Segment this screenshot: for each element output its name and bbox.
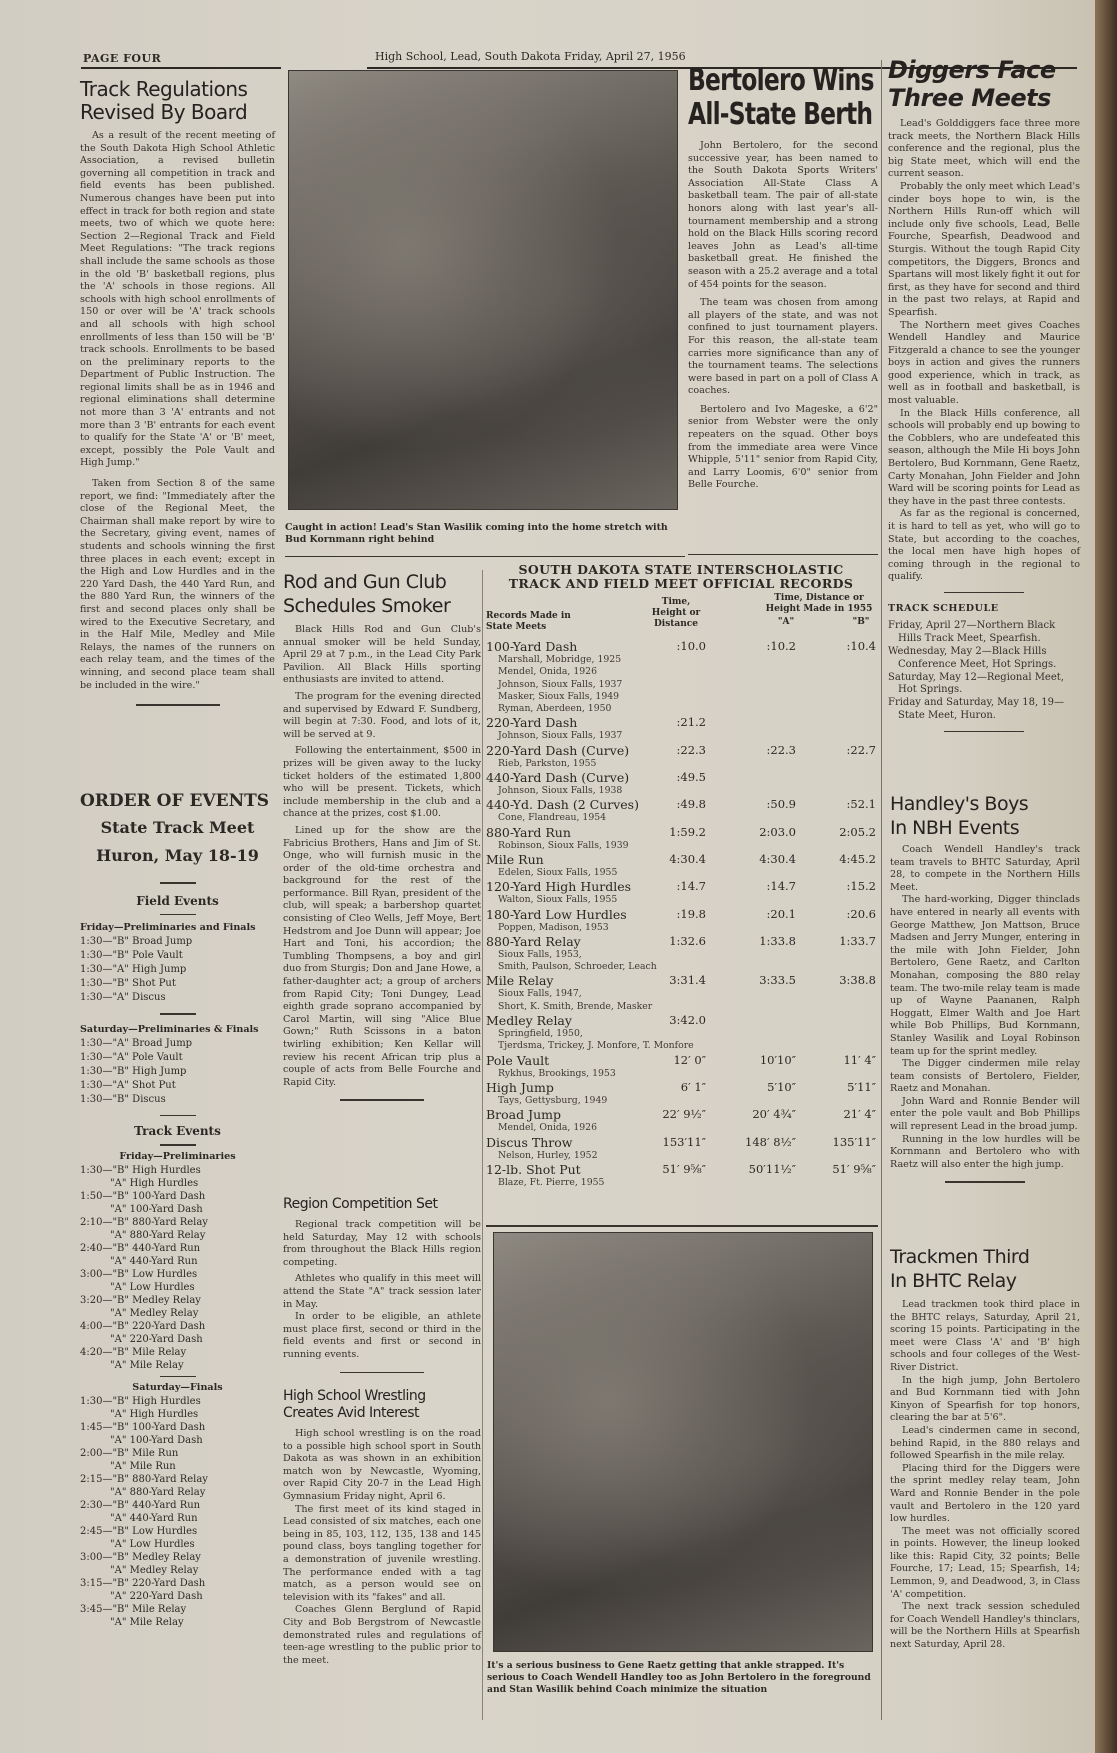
column-rule xyxy=(482,570,483,1720)
records-title xyxy=(486,563,876,591)
article-region xyxy=(283,1195,481,1373)
col-event-header xyxy=(486,611,571,633)
record-value: :21.2 xyxy=(676,715,706,730)
schedule-item: 1:30—"B" Discus xyxy=(80,1093,166,1105)
record-1955-a: :14.7 xyxy=(766,879,796,894)
record-row xyxy=(486,825,876,840)
record-1955-b: 5′11″ xyxy=(847,1079,876,1094)
record-holder: Masker, Sioux Falls, 1949 xyxy=(498,690,620,702)
schedule-entry: Friday, April 27—Northern Black Hills Track Meet, Spearfish. xyxy=(888,620,1056,645)
record-value: 22′ 9½″ xyxy=(662,1107,706,1122)
schedule-item: 4:20—"B" Mile Relay xyxy=(80,1346,187,1358)
record-1955-a: 5′10″ xyxy=(767,1079,796,1094)
record-1955-a: 3:33.5 xyxy=(759,973,796,988)
folio-rule xyxy=(81,67,281,69)
record-row xyxy=(486,639,876,654)
headline: Region Competition Set xyxy=(283,1196,438,1212)
divider xyxy=(160,1115,196,1117)
records-table xyxy=(486,563,876,1189)
record-event: Mile Run xyxy=(486,851,544,867)
schedule-item: 1:45—"B" 100-Yard Dash xyxy=(80,1422,206,1433)
divider xyxy=(340,1099,424,1101)
record-holder: Sioux Falls, 1953, xyxy=(498,948,582,960)
record-event: 440-Yard Dash (Curve) xyxy=(486,770,630,786)
record-row xyxy=(486,1107,876,1122)
record-1955-b: :15.2 xyxy=(846,879,876,894)
col-a-header: "A" xyxy=(777,617,795,627)
dateline: High School, Lead, South Dakota Friday, April 27, 1956 xyxy=(375,50,686,63)
schedule-item: 1:30—"B" Pole Vault xyxy=(80,950,183,961)
article-body xyxy=(688,140,878,492)
schedule-item: 2:10—"B" 880-Yard Relay xyxy=(80,1216,208,1228)
paragraph: Taken from Section 8 of the same report, we find: "Immediately after the close of the Regional Meet, the Chairman shall make report by wire to the Secretary, giving event, names of students and schools winning the first three places in each event; except in the High and Low Hurdles and in the 220 Yard Dash, the 440 Yard Run, and the 880 Yard Run, the winners of the first and second places only shall be wired to the Executive Secretary, and in the Half Mile, Medley and Mile Relays, the names of the runners on each relay team, and the times of the winning, and second place team shall be included in the wire." xyxy=(80,478,275,691)
header-line: Time, xyxy=(661,597,691,607)
headline-line: Diggers Face xyxy=(888,56,1056,84)
record-event: High Jump xyxy=(486,1079,554,1095)
schedule-item: 3:00—"B" Medley Relay xyxy=(80,1552,201,1563)
header-line: Distance xyxy=(653,619,699,629)
photo-caption: Caught in action! Lead's Stan Wasilik coming into the home stretch with Bud Kornmann right behind xyxy=(285,522,668,545)
article-body xyxy=(890,1299,1080,1652)
schedule-day-label: Saturday—Preliminaries & Finals xyxy=(80,1023,259,1035)
record-1955-a: 10′10″ xyxy=(759,1052,796,1067)
record-1955-b: :20.6 xyxy=(846,906,876,921)
article-body xyxy=(888,118,1080,584)
paragraph: Athletes who qualify in this meet will attend the State "A" track session later in May. xyxy=(283,1273,481,1310)
record-event: 440-Yd. Dash (2 Curves) xyxy=(486,797,639,813)
schedule-item: 3:45—"B" Mile Relay xyxy=(80,1604,187,1615)
schedule-item: 1:30—"A" Shot Put xyxy=(80,1079,176,1091)
schedule-item: 1:30—"A" Broad Jump xyxy=(80,1037,193,1049)
record-event: 180-Yard Low Hurdles xyxy=(486,906,627,922)
schedule-entry: Friday and Saturday, May 18, 19—State Meet, Huron. xyxy=(888,697,1065,722)
column-rule xyxy=(881,60,882,1720)
record-1955-b: 3:38.8 xyxy=(839,973,876,988)
schedule-item: 1:50—"B" 100-Yard Dash xyxy=(80,1190,206,1202)
schedule-item: 2:40—"B" 440-Yard Run xyxy=(80,1242,201,1254)
headline-line: In BHTC Relay xyxy=(890,1270,1017,1292)
field-events-heading: Field Events xyxy=(136,893,219,908)
paragraph: Following the entertainment, $500 in prizes will be given away to the lucky ticket holders of the estimated 1,800 who will be present. Tickets, which include membership in the club and a chance at the prizes, cost $1.00. xyxy=(283,745,481,820)
record-1955-a: 4:30.4 xyxy=(759,851,796,866)
track-schedule-list xyxy=(888,620,1080,722)
record-event: 12-lb. Shot Put xyxy=(486,1161,581,1177)
track-schedule-title: TRACK SCHEDULE xyxy=(888,603,999,615)
records-title-line: SOUTH DAKOTA STATE INTERSCHOLASTIC xyxy=(518,562,844,577)
article-rod-gun xyxy=(283,570,481,1101)
records-body xyxy=(486,639,876,1189)
headline xyxy=(688,64,879,132)
divider xyxy=(136,704,220,706)
record-value: 12′ 0″ xyxy=(673,1052,706,1067)
record-row xyxy=(486,879,876,894)
record-holder: Mendel, Onida, 1926 xyxy=(498,1122,597,1134)
divider xyxy=(944,592,1024,594)
headline-line: High School Wrestling xyxy=(283,1388,426,1404)
record-holder: Walton, Sioux Falls, 1955 xyxy=(498,894,618,906)
col-1955-header xyxy=(754,593,884,615)
article-track-regulations xyxy=(80,78,275,706)
paragraph: Bertolero and Ivo Mageske, a 6'2" senior from Webster were the only repeaters on the squad. Other boys from the immediate area were Vince Whipple, 5'11" senior from Rapid City, and Larry Loomis, 6'0" senior from Belle Fourche. xyxy=(688,403,878,491)
header-line: Records Made in xyxy=(486,611,571,621)
schedule-item: 1:30—"A" Pole Vault xyxy=(80,1051,183,1063)
record-1955-b: 11′ 4″ xyxy=(843,1052,876,1067)
paragraph: In the high jump, John Bertolero and Bud Kornmann tied with John Kinyon of Spearfish for top honors, clearing the bar at 5'6". xyxy=(890,1374,1080,1424)
paragraph: The Northern meet gives Coaches Wendell Handley and Maurice Fitzgerald a chance to see the younger boys in action and gives the runners good experience, which in track, as well as in football and basketball, is most valuable. xyxy=(888,319,1080,407)
schedule-item: "A" Medley Relay xyxy=(110,1565,199,1576)
record-event: 120-Yard High Hurdles xyxy=(486,879,632,895)
schedule-item: "A" 100-Yard Dash xyxy=(110,1435,203,1446)
record-1955-b: :22.7 xyxy=(846,742,876,757)
schedule-item: "A" Mile Run xyxy=(110,1461,176,1472)
paragraph: Lined up for the show are the Fabricius Brothers, Hans and Jim of St. Onge, who will furnish music in the order of the old-time orchestra and background for the rest of the performance. Bill Ryan, president of the club, will speak; a barbershop quartet consisting of Cleo Wells, Jeff Moye, Bert Hedstrom and Joe Dunn will appear; Joe Hart and Toni, his accordion; the Tumbling Thompsens, a boy and girl duo from Sturgis; Don and Jane Howe, a father-daughter act; a group of archers from Rapid City; Toni Dungey, Lead eighth grade soprano accompanied by Carol Martin, will sing "Alice Blue Gown;" Ruth Scissons in a baton twirling exhibition; Ken Kellar will review his recent African trip plus a couple of acts from Belle Fourche and Rapid City. xyxy=(283,824,481,1088)
schedule-item: "A" High Hurdles xyxy=(110,1409,199,1420)
paragraph: Probably the only meet which Lead's cinder boys hope to win, is the Northern Hills Run-off which will include only five schools, Lead, Belle Fourche, Spearfish, Deadwood and Sturgis. Without the tough Rapid City competitors, the Diggers, Broncs and Spartans will most likely fight it out for first, as they have for second and third in the past two relays, at Rapid and Spearfish. xyxy=(888,180,1080,318)
record-1955-a: 1:33.8 xyxy=(759,933,796,948)
record-event: Medley Relay xyxy=(486,1013,572,1029)
headline xyxy=(890,1245,1080,1293)
record-row xyxy=(486,1135,876,1150)
record-row xyxy=(486,1053,876,1068)
schedule-item: "A" 880-Yard Relay xyxy=(110,1229,206,1241)
paragraph: The team was chosen from among all players of the state, and was not confined to just tournament players. For this reason, the all-state team carries more significance than any of the tournament teams. The selections were based in part on a poll of Class A coaches. xyxy=(688,297,878,397)
record-event: 220-Yard Dash xyxy=(486,715,578,731)
schedule-day-label: Saturday—Finals xyxy=(132,1382,223,1393)
photo-caption: It's a serious business to Gene Raetz getting that ankle strapped. It's serious to Coach Wendell Handley too as John Bertolero in the foreground and Stan Wasilik behind Coach minimize the situation xyxy=(487,1660,871,1695)
record-holder: Smith, Paulson, Schroeder, Leach xyxy=(498,961,657,973)
schedule-item: 4:00—"B" 220-Yard Dash xyxy=(80,1320,206,1332)
schedule-item: "A" 220-Yard Dash xyxy=(110,1333,203,1345)
headline-line: Handley's Boys xyxy=(890,793,1029,815)
divider xyxy=(486,1225,878,1227)
header-line: Height Made in 1955 xyxy=(765,604,873,614)
record-row xyxy=(486,797,876,812)
schedule-item: "A" Low Hurdles xyxy=(110,1539,195,1550)
divider xyxy=(160,1376,196,1378)
headline-line: Track Regulations xyxy=(80,77,248,101)
headline-line: Schedules Smoker xyxy=(283,595,451,617)
record-holder: Robinson, Sioux Falls, 1939 xyxy=(498,839,629,851)
schedule-item: 1:30—"B" Shot Put xyxy=(80,978,176,989)
page-binding-gutter xyxy=(1095,0,1117,1753)
schedule-item: 2:00—"B" Mile Run xyxy=(80,1448,179,1459)
record-row xyxy=(486,1162,876,1177)
record-holder: Tjerdsma, Trickey, J. Monfore, T. Monfore xyxy=(498,1040,694,1052)
col-b-header: "B" xyxy=(852,617,870,627)
record-1955-b: 4:45.2 xyxy=(839,851,876,866)
record-1955-a: :50.9 xyxy=(766,797,796,812)
headline-line: Three Meets xyxy=(888,84,1051,112)
record-holder: Johnson, Sioux Falls, 1937 xyxy=(498,730,623,742)
record-holder: Edelen, Sioux Falls, 1955 xyxy=(498,866,618,878)
schedule-item: "A" 440-Yard Run xyxy=(110,1255,198,1267)
record-event: Broad Jump xyxy=(486,1107,562,1123)
schedule-item: 1:30—"A" Discus xyxy=(80,992,166,1003)
record-holder: Johnson, Sioux Falls, 1937 xyxy=(498,678,623,690)
schedule-item: 1:30—"B" High Jump xyxy=(80,1065,187,1077)
record-1955-a: 2:03.0 xyxy=(759,824,796,839)
divider xyxy=(160,1013,196,1015)
schedule-day-label: Friday—Preliminaries xyxy=(119,1150,236,1162)
track-events-heading: Track Events xyxy=(134,1124,221,1138)
record-1955-a: 148′ 8½″ xyxy=(745,1134,796,1149)
schedule-item: "A" Mile Relay xyxy=(110,1359,184,1371)
record-value: 6′ 1″ xyxy=(680,1079,706,1094)
paragraph: As far as the regional is concerned, it is hard to tell as yet, who will go to State, but according to the coaches, the local men have high hopes of coming through in the regional to qualify. xyxy=(888,508,1080,583)
record-holder: Mendel, Onida, 1926 xyxy=(498,666,597,678)
divider xyxy=(945,1181,1025,1183)
record-row xyxy=(486,1013,876,1028)
record-value: 153′11″ xyxy=(662,1134,706,1149)
headline-line: Trackmen Third xyxy=(890,1246,1030,1268)
record-1955-b: 51′ 9⅝″ xyxy=(832,1161,876,1176)
schedule-item: 2:30—"B" 440-Yard Run xyxy=(80,1500,201,1511)
photo-ankle-strapping xyxy=(493,1232,873,1652)
record-1955-b: :10.4 xyxy=(846,639,876,653)
article-wrestling xyxy=(283,1388,481,1667)
headline xyxy=(283,1388,481,1422)
record-value: 51′ 9⅝″ xyxy=(662,1161,706,1176)
paragraph: The Digger cindermen mile relay team consists of Bertolero, Fielder, Raetz and Monahan. xyxy=(890,1058,1080,1095)
article-body xyxy=(890,844,1080,1171)
paragraph: Lead's cindermen came in second, behind Rapid, in the 880 relays and followed Spearfish in the mile relay. xyxy=(890,1424,1080,1462)
record-row xyxy=(486,770,876,785)
record-holder: Tays, Gettysburg, 1949 xyxy=(498,1094,608,1106)
record-value: :49.5 xyxy=(676,770,706,785)
header-line: Time, Distance or xyxy=(774,593,864,603)
article-bertolero xyxy=(688,64,878,492)
record-row xyxy=(486,1080,876,1095)
record-row xyxy=(486,852,876,867)
record-value: 3:31.4 xyxy=(669,973,706,988)
header-line: State Meets xyxy=(486,622,547,632)
record-row xyxy=(486,907,876,922)
record-holder: Short, K. Smith, Brende, Masker xyxy=(498,1000,653,1012)
schedule-item: 3:15—"B" 220-Yard Dash xyxy=(80,1578,206,1589)
schedule-item: 1:30—"A" High Jump xyxy=(80,964,187,975)
headline-line: Bertolero Wins xyxy=(688,63,874,98)
paragraph: The next track session scheduled for Coach Wendell Handley's thinclars, will be the Northern Hills at Spearfish next Saturday, April 28. xyxy=(890,1601,1080,1651)
record-value: 4:30.4 xyxy=(669,851,706,866)
headline xyxy=(890,792,1080,840)
article-body xyxy=(283,624,481,1089)
records-header xyxy=(486,591,876,639)
record-1955-b: 135′11″ xyxy=(832,1134,876,1149)
record-value: 1:32.6 xyxy=(669,933,706,948)
record-1955-a: 20′ 4¾″ xyxy=(752,1107,796,1122)
headline xyxy=(80,78,275,124)
record-row xyxy=(486,934,876,949)
paragraph: John Bertolero, for the second successive year, has been named to the South Dakota Sports Writers' Association All-State Class A basketball team. The pair of all-state honors along with last year's all-tournament membership and a strong hold on the Black Hills scoring record leaves John as Lead's all-time basketball great. He finished the season with a 25.2 average and a total of 454 points for the season. xyxy=(688,140,878,290)
record-value: :19.8 xyxy=(676,906,706,921)
paragraph: As a result of the recent meeting of the South Dakota High School Athletic Association, a revised bulletin governing all competition in track and field events has been published. Numerous changes have been put into effect in track for both region and state meets, two of which we quote here: Section 2—Regional Track and Field Meet Regulations: "The track regions shall include the same schools as those in the old 'B' basketball regions, plus the 'A' schools in those regions. All schools with high school enrollments of 150 or over will be 'A' track schools and all schools with high school enrollments of less than 150 will be 'B' track schools. Enrollments to be based on the preliminary reports to the Department of Public Instruction. The regional limits shall be as in 1946 and regional eliminations shall determine not more than 3 'A' entrants and not more than 3 'B' entrants for each event to qualify for the State 'A' or 'B' meet, except, possibly the Pole Vault and High Jump." xyxy=(80,130,275,469)
schedule-item: 2:15—"B" 880-Yard Relay xyxy=(80,1474,208,1485)
record-holder: Cone, Flandreau, 1954 xyxy=(498,812,607,824)
headline-line: All-State Berth xyxy=(688,97,873,132)
paragraph: In the Black Hills conference, all schools will probably end up bowing to the Cobblers, who are undefeated this season, although the Mile Hi boys John Bertolero, Bud Kornmann, Gene Raetz, Carty Monahan, John Fielder and John Ward will be scoring points for Lead as they have in the past three contests. xyxy=(888,407,1080,507)
schedule-item: 2:45—"B" Low Hurdles xyxy=(80,1526,198,1537)
paragraph: Coaches Glenn Berglund of Rapid City and Bob Bergstrom of Newcastle demonstrated rules and regulations of teen-age wrestling to the public prior to the meet. xyxy=(283,1604,481,1666)
record-row xyxy=(486,743,876,758)
record-event: 100-Yard Dash xyxy=(486,639,578,654)
record-holder: Sioux Falls, 1947, xyxy=(498,988,582,1000)
record-event: Mile Relay xyxy=(486,973,554,989)
paragraph: Running in the low hurdles will be Kornmann and Bertolero who with Raetz will also enter the high jump. xyxy=(890,1133,1080,1170)
record-holder: Springfield, 1950, xyxy=(498,1028,583,1040)
order-subtitle: State Track Meet xyxy=(100,818,255,837)
record-value: :22.3 xyxy=(676,742,706,757)
record-holder: Blaze, Ft. Pierre, 1955 xyxy=(498,1176,605,1188)
paragraph: Lead trackmen took third place in the BHTC relays, Saturday, April 21, scoring 15 points. Participating in the meet were Class 'A' and 'B' high schools and four colleges of the West-River District. xyxy=(890,1299,1080,1373)
record-event: 880-Yard Run xyxy=(486,824,571,840)
paragraph: The program for the evening directed and supervised by Edward F. Sundberg, will begin at 7:30. Food, and lots of it, will be served at 9. xyxy=(283,690,481,740)
schedule-entry: Wednesday, May 2—Black Hills Conference Meet, Hot Springs. xyxy=(888,646,1057,670)
record-1955-b: 1:33.7 xyxy=(839,933,876,948)
headline-line: Rod and Gun Club xyxy=(283,571,447,593)
field-events-schedule xyxy=(80,921,275,1116)
records-title-line: TRACK AND FIELD MEET OFFICIAL RECORDS xyxy=(508,576,854,591)
headline xyxy=(283,570,481,618)
paragraph: The first meet of its kind staged in Lead consisted of six matches, each one being in 85, 103, 112, 135, 138 and 145 pound class, boys tangling together for a demonstration of juvenile wrestling. The performance ended with a tag match, as a person would see on television with its "fakes" and all. xyxy=(283,1503,481,1603)
header-line: Height or xyxy=(651,608,701,618)
order-title: ORDER OF EVENTS xyxy=(80,791,270,811)
divider xyxy=(285,556,685,557)
divider xyxy=(340,1372,424,1374)
schedule-item: 3:20—"B" Medley Relay xyxy=(80,1294,201,1306)
record-value: 1:59.2 xyxy=(669,824,706,839)
schedule-item: "A" 100-Yard Dash xyxy=(110,1203,203,1215)
schedule-entry: Saturday, May 12—Regional Meet, Hot Springs. xyxy=(888,671,1064,696)
track-events-schedule xyxy=(80,1150,275,1630)
headline-line: Creates Avid Interest xyxy=(283,1405,419,1421)
record-value: :10.0 xyxy=(676,639,706,653)
record-holder: Marshall, Mobridge, 1925 xyxy=(498,654,622,665)
headline-line: In NBH Events xyxy=(890,817,1020,839)
paragraph: The meet was not officially scored in points. However, the lineup looked like this: Rapid City, 32 points; Belle Fourche, 17; Lead, 15; Spearfish, 14; Lemmon, 9, and Deadwood, 3, in Class 'A' competition. xyxy=(890,1525,1080,1600)
order-of-events xyxy=(80,790,275,1629)
schedule-item: "A" Medley Relay xyxy=(110,1307,199,1319)
record-holder: Rykhus, Brookings, 1953 xyxy=(498,1067,616,1079)
schedule-item: "A" Low Hurdles xyxy=(110,1281,195,1293)
article-body xyxy=(80,130,275,692)
record-value: :49.8 xyxy=(676,797,706,812)
article-trackmen xyxy=(890,1245,1080,1652)
divider xyxy=(160,882,196,884)
paragraph: Coach Wendell Handley's track team travels to BHTC Saturday, April 28, to compete in the Northern Hills Meet. xyxy=(890,844,1080,893)
schedule-item: 1:30—"B" High Hurdles xyxy=(80,1396,201,1407)
record-row xyxy=(486,715,876,730)
record-1955-a: :20.1 xyxy=(766,906,796,921)
page-folio: PAGE FOUR xyxy=(83,52,162,65)
record-event: Pole Vault xyxy=(486,1052,550,1068)
record-holder: Ryman, Aberdeen, 1950 xyxy=(498,703,612,715)
headline xyxy=(888,56,1080,112)
paragraph: In order to be eligible, an athlete must place first, second or third in the field events and first or second in running events. xyxy=(283,1311,481,1360)
paragraph: Lead's Golddiggers face three more track meets, the Northern Black Hills conference and the regional, plus the big State meet, which will end the current season. xyxy=(888,118,1080,180)
record-1955-b: :52.1 xyxy=(846,797,876,812)
record-row xyxy=(486,973,876,988)
article-body xyxy=(283,1219,481,1362)
paragraph: Placing third for the Diggers were the sprint medley relay team, John Ward and Ronnie Bender in the pole vault and Bertolero in the 120 yard low hurdles. xyxy=(890,1462,1080,1525)
schedule-day-label: Friday—Preliminaries and Finals xyxy=(80,922,256,933)
record-holder: Nelson, Hurley, 1952 xyxy=(498,1149,598,1161)
schedule-item: 1:30—"B" Broad Jump xyxy=(80,936,193,947)
record-1955-b: 2:05.2 xyxy=(839,824,876,839)
record-1955-a: :22.3 xyxy=(766,742,796,757)
article-diggers xyxy=(888,56,1080,732)
divider xyxy=(160,914,196,916)
paragraph: The hard-working, Digger thinclads have entered in nearly all events with George Matthew, Jon Mattson, Bruce Madsen and Jerry Munger, entering in the mile with John Fielder, John Bertolero, Gene Raetz, and Carlton Monahan, composing the 880 relay team. The two-mile relay team is made up of Wayne Paananen, Ralph Hoggatt, Elmer Walth and Joe Hart while Bob Phillips, Bud Kornmann, Stanley Wasilik and Loyal Robinson team up for the sprint medley. xyxy=(890,894,1080,1057)
divider xyxy=(944,731,1024,733)
divider xyxy=(688,554,878,555)
col-record-header xyxy=(641,597,711,630)
schedule-item: "A" Mile Relay xyxy=(110,1617,184,1628)
schedule-item: 1:30—"B" High Hurdles xyxy=(80,1164,201,1176)
headline-line: Revised By Board xyxy=(80,100,248,124)
record-event: 880-Yard Relay xyxy=(486,933,581,949)
schedule-item: "A" 440-Yard Run xyxy=(110,1513,198,1524)
record-holder: Poppen, Madison, 1953 xyxy=(498,921,609,933)
schedule-item: "A" 880-Yard Relay xyxy=(110,1487,206,1498)
schedule-item: 3:00—"B" Low Hurdles xyxy=(80,1268,198,1280)
record-event: Discus Throw xyxy=(486,1134,573,1150)
paragraph: High school wrestling is on the road to a possible high school sport in South Dakota as was shown in an exhibition match won by Newcastle, Wyoming, over Rapid City 20-7 in the Lead High Gymnasium Friday night, April 6. xyxy=(283,1428,481,1502)
record-1955-a: 50′11½″ xyxy=(748,1161,796,1176)
order-location: Huron, May 18-19 xyxy=(96,846,259,865)
record-event: 220-Yard Dash (Curve) xyxy=(486,742,630,758)
record-value: 3:42.0 xyxy=(669,1013,706,1028)
record-holder: Rieb, Parkston, 1955 xyxy=(498,757,597,769)
schedule-item: "A" High Hurdles xyxy=(110,1177,199,1189)
paragraph: John Ward and Ronnie Bender will enter the pole vault and Bob Phillips will represent Lead in the broad jump. xyxy=(890,1095,1080,1133)
paragraph: Regional track competition will be held Saturday, May 12 with schools from throughout the Black Hills region competing. xyxy=(283,1219,481,1268)
photo-runners xyxy=(288,70,678,510)
record-value: :14.7 xyxy=(676,879,706,894)
schedule-item: "A" 220-Yard Dash xyxy=(110,1591,203,1602)
paragraph: Black Hills Rod and Gun Club's annual smoker will be held Sunday, April 29 at 7 p.m., in the Lead City Park Pavilion. All Black Hills sporting enthusiasts are invited to attend. xyxy=(283,624,481,686)
article-body xyxy=(283,1428,481,1667)
record-1955-a: :10.2 xyxy=(766,639,796,653)
article-handley xyxy=(890,792,1080,1183)
record-holder: Johnson, Sioux Falls, 1938 xyxy=(498,785,623,797)
divider xyxy=(160,1144,196,1146)
record-1955-b: 21′ 4″ xyxy=(843,1107,876,1122)
